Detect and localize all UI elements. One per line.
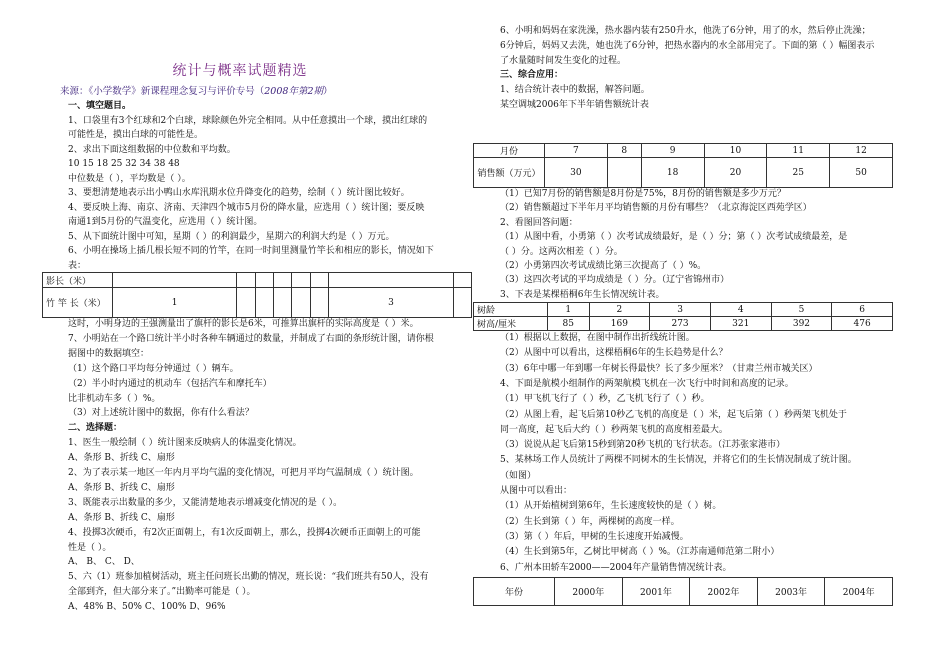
table-cell bbox=[607, 158, 641, 188]
text-line: （1）已知7月份的销售额是8月份是75%，8月份的销售额是多少万元？ bbox=[500, 189, 786, 199]
table-cell bbox=[453, 288, 471, 318]
text-line: （1）这个路口平均每分钟通过（ ）辆车。 bbox=[68, 363, 239, 374]
table-cell bbox=[237, 273, 255, 288]
table-cell: 2 bbox=[589, 303, 650, 317]
table-cell: 321 bbox=[710, 317, 771, 331]
text-line: 二、选择题： bbox=[68, 423, 123, 434]
table-cell bbox=[453, 273, 471, 288]
text-line: 6分钟后，妈妈又去洗，她也洗了6分钟，把热水器内的水全部用完了。下面的第（ ）幅图表示 bbox=[500, 40, 875, 51]
text-line: A、条形 B、折线 C、扇形 bbox=[68, 512, 175, 523]
source-prefix: 来源：《小学数学》新课程理念复习与评价专号（ bbox=[60, 86, 265, 97]
text-line: （1）从图中看，小勇第（ ）次考试成绩最好，是（ ）分；第（ ）次考试成绩最差，是 bbox=[500, 232, 848, 243]
text-line: 表： bbox=[68, 260, 87, 271]
table-cell bbox=[310, 288, 328, 318]
table-cell: 85 bbox=[548, 317, 590, 331]
table-cell: 5 bbox=[771, 303, 832, 317]
text-line: （2）小勇第四次考试成绩比第三次提高了（ ）%。 bbox=[500, 261, 707, 271]
text-line: 2、看图回答问题： bbox=[500, 217, 578, 228]
text-line: A、条形 B、折线 C、扇形 bbox=[68, 482, 175, 493]
text-line: 可能性是，摸出白球的可能性是。 bbox=[68, 130, 204, 140]
text-line: 3、下表是某棵梧桐6年生长情况统计表。 bbox=[500, 289, 665, 300]
table-cell bbox=[292, 288, 310, 318]
shadow-table bbox=[42, 272, 472, 318]
text-line: （1）甲飞机飞行了（ ）秒，乙飞机飞行了（ ）秒。 bbox=[500, 394, 710, 405]
text-line: （2）生长到第（ ）年，两棵树的高度一样。 bbox=[500, 516, 680, 527]
text-line: 某空调城2006年下半年销售额统计表 bbox=[500, 100, 649, 110]
sales-label: 销售额（万元） bbox=[474, 158, 545, 188]
text-line: （3）这四次考试的平均成绩是（ ）分。（辽宁省锦州市） bbox=[500, 275, 730, 286]
text-line: A、 B、 C、 D、 bbox=[68, 557, 140, 568]
table-cell: 50 bbox=[830, 158, 893, 188]
text-line: 1、医生一般绘制（ ）统计图来反映病人的体温变化情况。 bbox=[68, 438, 302, 449]
text-line: 三、综合应用： bbox=[500, 70, 564, 81]
text-line: 比非机动车多（ ）%。 bbox=[68, 393, 161, 404]
source-suffix: ） bbox=[323, 86, 333, 97]
table-cell: 4 bbox=[710, 303, 771, 317]
table-cell bbox=[274, 273, 292, 288]
table-cell: 169 bbox=[589, 317, 650, 331]
text-line: 一、填空题目。 bbox=[68, 101, 132, 111]
text-line: 5、从下面统计图中可知，星期（ ）的利润最少，星期六的利润大约是（ ）万元。 bbox=[68, 231, 395, 242]
table-cell bbox=[113, 273, 237, 288]
table-cell bbox=[255, 288, 273, 318]
text-line: （2）销售额超过下半年月平均销售额的月份有哪些？（北京海淀区西苑学区） bbox=[500, 203, 812, 214]
text-line: 6、小明和妈妈在家洗澡，热水器内装有250升水，他洗了6分钟，用了的水，然后停止洗澡； bbox=[500, 26, 871, 36]
page-title: 统计与概率试题精选 bbox=[172, 63, 308, 79]
text-line: 南通1到5月份的气温变化，应选用（ ）统计图。 bbox=[68, 217, 263, 227]
table-cell: 2004年 bbox=[825, 578, 893, 606]
text-line: （2）半小时内通过的机动车（包括汽车和摩托车） bbox=[68, 378, 272, 389]
table-cell: 11 bbox=[767, 144, 830, 158]
table-cell: 2002年 bbox=[690, 578, 758, 606]
text-line: 10 15 18 25 32 34 38 48 bbox=[68, 159, 180, 169]
text-line: 中位数是（ ），平均数是（ ）。 bbox=[68, 173, 191, 184]
table-cell: 3 bbox=[329, 288, 453, 318]
table-cell: 10 bbox=[704, 144, 767, 158]
text-line: 5、六（1）班参加植树活动，班主任问班长出勤的情况，班长说：“我们班共有50人，没有 bbox=[68, 572, 429, 583]
text-line: 2、为了表示某一地区一年内月平均气温的变化情况，可把月平均气温制成（ ）统计图。 bbox=[68, 468, 419, 478]
text-line: （ ）分。这两次相差（ ）分。 bbox=[500, 246, 623, 257]
text-line: 据图中的数据填空： bbox=[68, 348, 150, 359]
sales-table bbox=[473, 143, 893, 188]
text-line: 从图中可以看出： bbox=[500, 486, 573, 496]
text-line: 1、口袋里有3个红球和2个白球，球除颜色外完全相同。从中任意摸出一个球，摸出红球的 bbox=[68, 115, 428, 126]
text-line: 6、小明在操场上插几根长短不同的竹竿，在同一时间里测量竹竿长和相应的影长，情况如下 bbox=[68, 246, 434, 256]
table-cell bbox=[310, 273, 328, 288]
text-line: 这时，小明身边的王强测量出了旗杆的影长是6米，可推算出旗杆的实际高度是（ ）米。 bbox=[68, 319, 419, 329]
tree-table bbox=[473, 302, 893, 331]
table-cell: 1 bbox=[113, 288, 237, 318]
table-cell: 20 bbox=[704, 158, 767, 188]
text-line: 4、投掷3次硬币，有2次正面朝上，有1次反面朝上，那么，投掷4次硬币正面朝上的可能 bbox=[68, 527, 421, 538]
text-line: （1）根据以上数据，在图中制作出折线统计图。 bbox=[500, 333, 695, 343]
table-cell: 273 bbox=[650, 317, 711, 331]
text-line: 1、结合统计表中的数据，解答问题。 bbox=[500, 85, 650, 96]
table-cell: 8 bbox=[607, 144, 641, 158]
table-cell: 476 bbox=[832, 317, 893, 331]
age-label: 树龄 bbox=[474, 303, 548, 317]
table-cell: 9 bbox=[641, 144, 704, 158]
text-line: （4）生长到第5年，乙树比甲树高（ ）%。（江苏南通师范第二附小） bbox=[500, 547, 780, 558]
text-line: （3）第（ ）年后，甲树的生长速度开始减慢。 bbox=[500, 531, 689, 542]
text-line: （3）对上述统计图中的数据，你有什么看法？ bbox=[68, 408, 254, 419]
text-line: 了水量随时间发生变化的过程。 bbox=[500, 55, 627, 66]
table-cell: 392 bbox=[771, 317, 832, 331]
text-line: 7、小明站在一个路口统计半小时各种车辆通过的数量，并制成了右面的条形统计图，请你根 bbox=[68, 333, 434, 344]
text-line: （如图） bbox=[500, 470, 537, 481]
text-line: （2）从图上看，起飞后第10秒乙飞机的高度是（ ）米，起飞后第（ ）秒两架飞机处于 bbox=[500, 409, 847, 420]
text-line: 性是（ ）。 bbox=[68, 542, 112, 553]
text-line: （3）说说从起飞后第15秒到第20秒飞机的飞行状态。（江苏张家港市） bbox=[500, 440, 786, 451]
table-cell: 6 bbox=[832, 303, 893, 317]
table-cell: 2000年 bbox=[555, 578, 623, 606]
table-cell bbox=[329, 273, 453, 288]
text-line: （2）从图中可以看出，这棵梧桐6年的生长趋势是什么？ bbox=[500, 348, 728, 359]
table-cell: 25 bbox=[767, 158, 830, 188]
text-line: 全部到齐，但大部分来了。”出勤率可能是（ ）。 bbox=[68, 587, 256, 598]
text-line: 6、广州本田轿车2000——2004年产量销售情况统计表。 bbox=[500, 562, 732, 573]
text-line: （1）从开始植树到第6年，生长速度较快的是（ ）树。 bbox=[500, 501, 722, 512]
table-cell bbox=[237, 288, 255, 318]
table-cell: 30 bbox=[545, 158, 608, 188]
text-line: 3、既能表示出数量的多少，又能清楚地表示增减变化情况的是（ ）。 bbox=[68, 497, 343, 508]
shadow-row-label: 影长（米） bbox=[43, 273, 113, 288]
text-line: 5、某林场工作人员统计了两棵不同树木的生长情况，并将它们的生长情况制成了统计图。 bbox=[500, 455, 857, 466]
text-line: A、条形 B、折线 C、扇形 bbox=[68, 453, 175, 464]
height-label: 树高/厘米 bbox=[474, 317, 548, 331]
table-cell bbox=[255, 273, 273, 288]
table-cell: 18 bbox=[641, 158, 704, 188]
source-line bbox=[60, 83, 333, 97]
text-line: 4、要反映上海、南京、济南、天津四个城市5月份的降水量，应选用（ ）统计图；要反映 bbox=[68, 202, 425, 213]
text-line: 2、求出下面这组数据的中位数和平均数。 bbox=[68, 144, 236, 155]
honda-table bbox=[473, 577, 893, 606]
text-line: A、48% B、50% C、100% D、96% bbox=[68, 602, 226, 613]
table-cell: 7 bbox=[545, 144, 608, 158]
text-line: 3、要想清楚地表示出小鸭山水库汛期水位升降变化的趋势，绘制（ ）统计图比较好。 bbox=[68, 188, 410, 198]
text-line: 4、下面是航模小组制作的两架航模飞机在一次飞行中时间和高度的记录。 bbox=[500, 378, 794, 389]
table-cell bbox=[274, 288, 292, 318]
text-line: （3）6年中哪一年到哪一年树长得最快？长了多少厘米？（甘肃兰州市城关区） bbox=[500, 363, 818, 374]
year-label: 年份 bbox=[474, 578, 555, 606]
table-cell: 2003年 bbox=[757, 578, 825, 606]
source-issue: 2008年第2期 bbox=[264, 86, 323, 97]
table-cell bbox=[292, 273, 310, 288]
text-line: 同一高度，起飞后大约（ ）秒两架飞机的高度相差最大。 bbox=[500, 424, 728, 435]
table-cell: 1 bbox=[548, 303, 590, 317]
pole-row-label: 竹 竿 长（米） bbox=[43, 288, 113, 318]
month-label: 月份 bbox=[474, 144, 545, 158]
table-cell: 2001年 bbox=[622, 578, 690, 606]
table-cell: 3 bbox=[650, 303, 711, 317]
table-cell: 12 bbox=[830, 144, 893, 158]
